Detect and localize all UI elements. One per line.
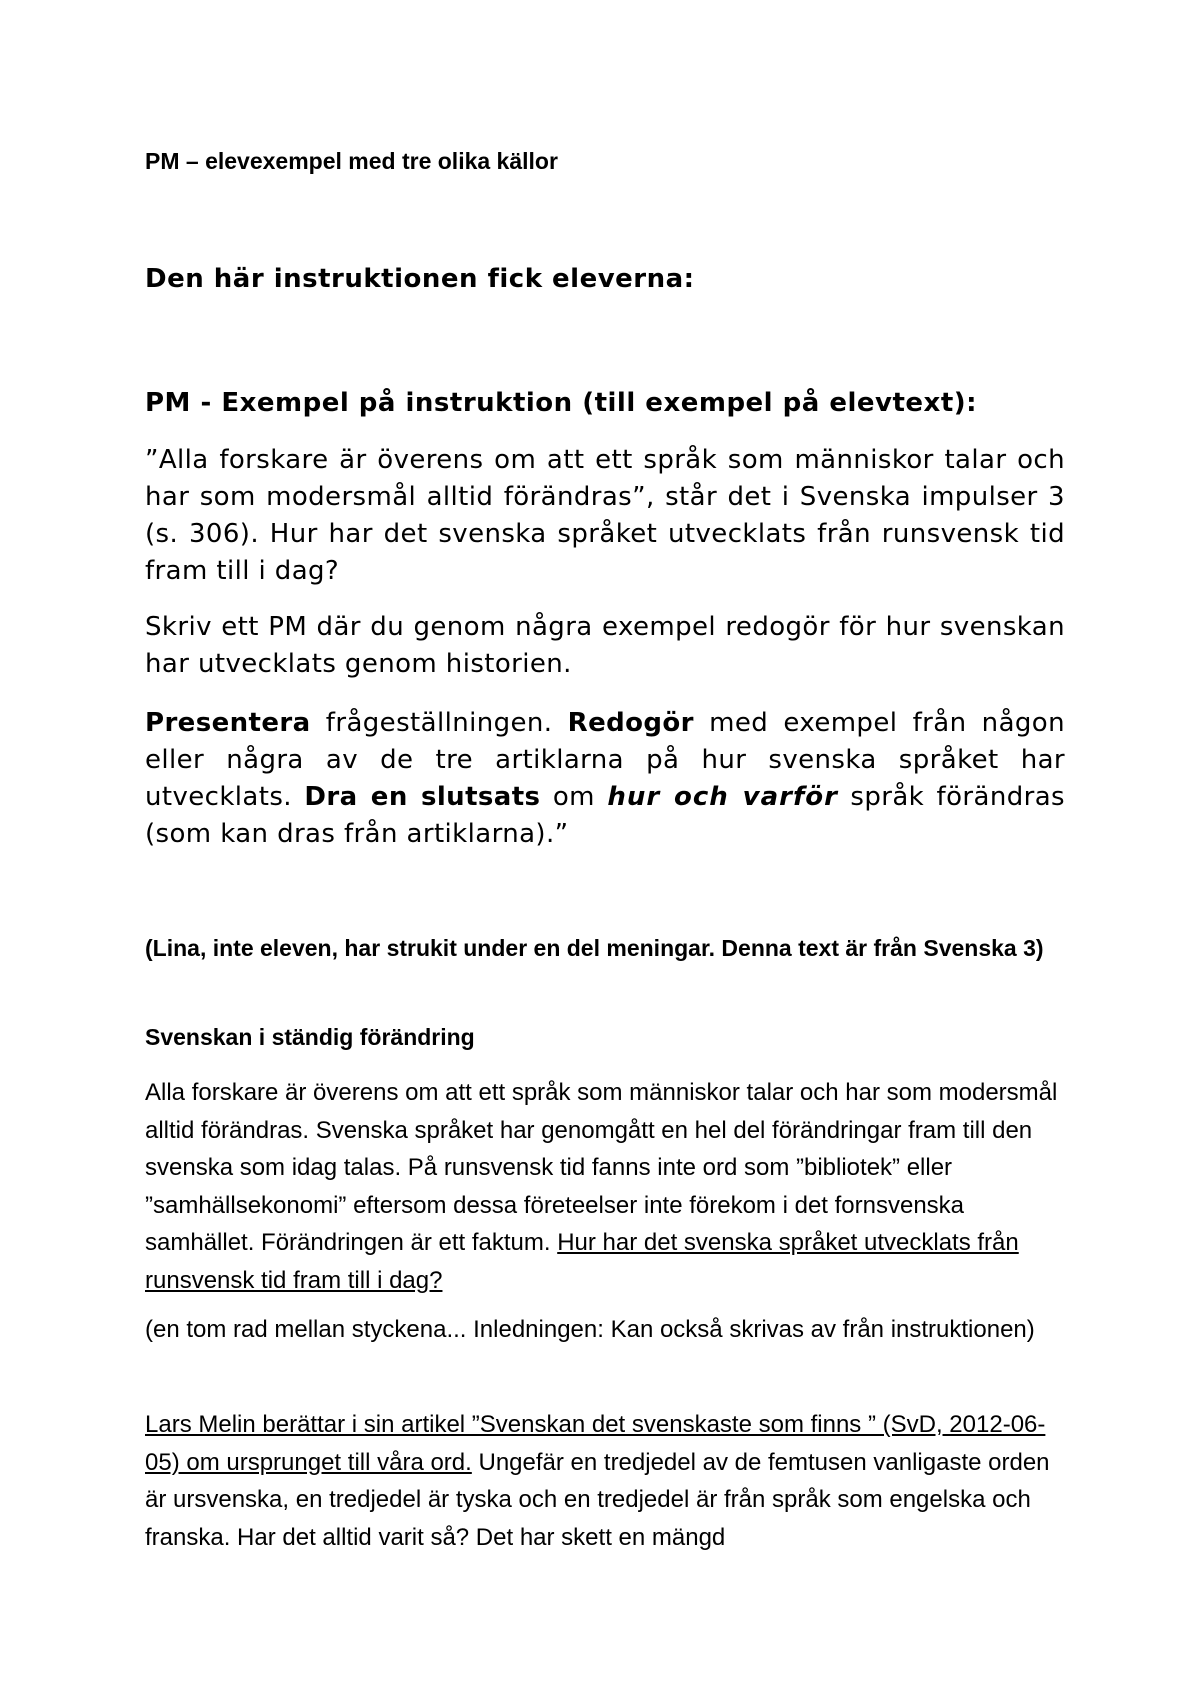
instruction-keyword-slutsats: Dra en slutsats <box>304 782 541 812</box>
instruction-text: om <box>540 782 608 812</box>
document-title: PM – elevexempel med tre olika källor <box>145 148 558 174</box>
instruction-keyword-redogor: Redogör <box>567 708 694 738</box>
instruction-keyword-presentera: Presentera <box>145 708 311 738</box>
instruction-paragraph-2: Skriv ett PM där du genom några exempel redogör för hur svenskan har utvecklats genom historien. <box>145 612 1065 679</box>
body-paragraph-1 <box>145 1074 1065 1299</box>
instruction-paragraph-1: ”Alla forskare är överens om att ett språk som människor talar och har som modersmål alltid förändras”, står det i Svenska impulser 3 (s. 306). Hur har det svenska språket utvecklats från runsvensk tid fram till i dag? <box>145 445 1065 586</box>
body-text: Ungefär en tredjedel av de femtusen vanligaste orden är ursvenska, en tredjedel är tyska och en tredjedel är från språk som engelska och franska. Har det alltid varit så? Det har skett en mängd <box>145 1448 1050 1551</box>
body-paragraph-2: (en tom rad mellan styckena... Inledningen: Kan också skrivas av från instruktionen) <box>145 1316 1035 1343</box>
instruction-text: frågeställningen. <box>310 708 568 738</box>
instruction-text: med exempel från någon eller några av de tre artiklarna på hur svenska språket har utvecklats. <box>145 708 1065 812</box>
underlined-question: Hur har det svenska språket utvecklats från runsvensk tid fram till i dag? <box>145 1229 1019 1294</box>
instruction-keyword-hur-och-varfor: hur och varför <box>607 782 838 812</box>
section-heading: Svenskan i ständig förändring <box>145 1024 475 1050</box>
instruction-paragraph-3 <box>145 705 1065 853</box>
intro-heading: Den här instruktionen fick eleverna: <box>145 264 695 294</box>
instruction-text: språk förändras (som kan dras från artiklarna).” <box>145 782 1065 849</box>
teacher-note: (Lina, inte eleven, har strukit under en del meningar. Denna text är från Svenska 3) <box>145 935 1044 961</box>
underlined-source-sentence: Lars Melin berättar i sin artikel ”Svenskan det svenskaste som finns ” (SvD, 2012-06-05) om ursprunget till våra ord. <box>145 1411 1046 1476</box>
body-paragraph-3 <box>145 1406 1065 1556</box>
pm-instruction-heading: PM - Exempel på instruktion (till exempel på elevtext): <box>145 388 978 418</box>
body-text: Alla forskare är överens om att ett språk som människor talar och har som modersmål alltid förändras. Svenska språket har genomgått en hel del förändringar fram till den svenska som idag talas. På runsvensk tid fanns inte ord som ”bibliotek” eller ”samhällsekonomi” eftersom dessa företeelser inte förekom i det fornsvenska samhället. Förändringen är ett faktum. <box>145 1079 1058 1256</box>
